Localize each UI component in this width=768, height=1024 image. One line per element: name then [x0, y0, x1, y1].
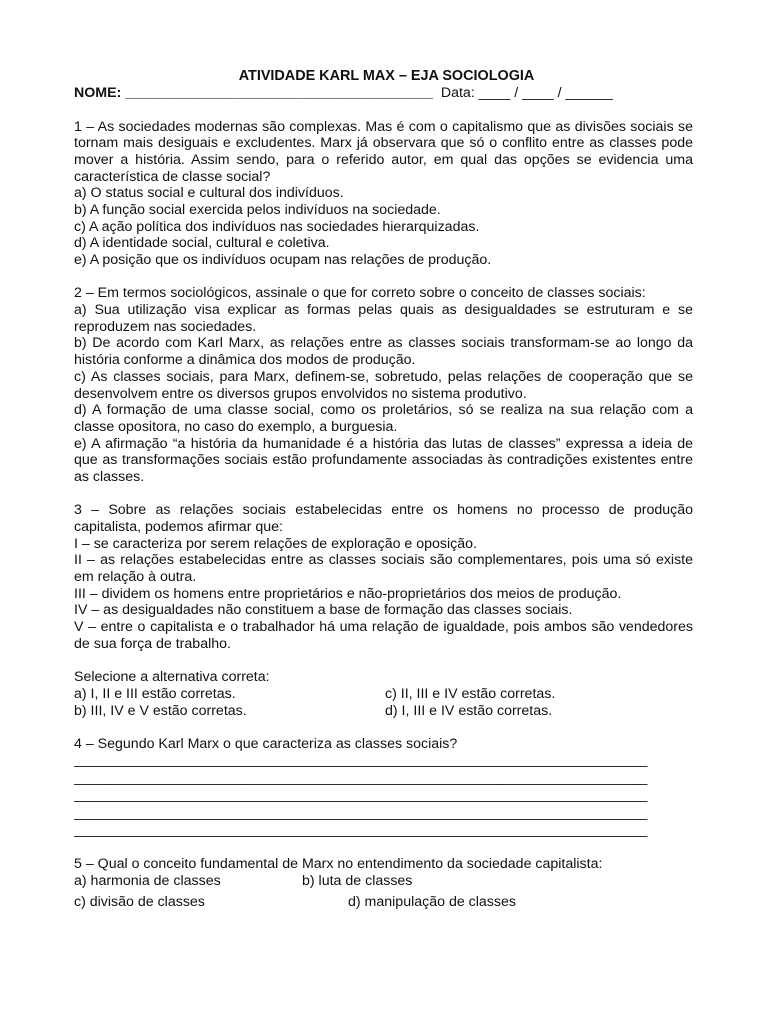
answer-line[interactable]: ____________________________________________________________________________ [74, 787, 648, 804]
question-1-option-a: a) O status social e cultural dos indivíduos. [74, 185, 344, 202]
question-3-option-c: c) II, III e IV estão corretas. [385, 685, 556, 702]
question-2 [74, 285, 693, 485]
name-date-line [74, 85, 693, 102]
question-1-option-d: d) A identidade social, cultural e coletiva. [74, 235, 330, 252]
name-field[interactable]: NOME: _______________________________________ [74, 85, 433, 101]
question-5-options-row-2 [74, 894, 693, 911]
question-1-option-c: c) A ação política dos indivíduos nas sociedades hierarquizadas. [74, 218, 480, 235]
question-2-option-d: d) A formação de uma classe social, como os proletários, só se realiza na sua relação com a classe opositora, no caso do exemplo, a burguesia. [74, 402, 693, 435]
question-5-option-a: a) harmonia de classes [74, 873, 221, 890]
question-5-option-d: d) manipulação de classes [348, 893, 516, 910]
question-3-item-i: I – se caracteriza por serem relações de exploração e oposição. [74, 535, 477, 552]
question-3-option-d: d) I, III e IV estão corretas. [385, 702, 553, 719]
question-2-option-c: c) As classes sociais, para Marx, definem-se, sobretudo, pelas relações de cooperação que se desenvolvem entre os diversos grupos envolvidos no sistema produtivo. [74, 368, 693, 402]
answer-line[interactable]: ____________________________________________________________________________ [74, 752, 648, 769]
date-field[interactable]: Data: ____ / ____ / ______ [440, 85, 613, 101]
question-2-option-e: e) A afirmação “a história da humanidade é a história das lutas de classes” expressa a ideia de que as transformações sociais estão profundamente associadas às contradições existentes entre as classes. [74, 435, 693, 486]
question-3-stem: 3 – Sobre as relações sociais estabelecidas entre os homens no processo de produção capitalista, podemos afirmar que: [74, 502, 693, 535]
question-2-stem: 2 – Em termos sociológicos, assinale o que for correto sobre o conceito de classes sociais: [74, 285, 646, 302]
question-1-stem: 1 – As sociedades modernas são complexas. Mas é com o capitalismo que as divisões sociais se tornam mais desiguais e excludentes. Marx já observara que só o conflito entre as classes pode mover a história. Assim sendo, para o referido autor, em qual das opções se evidencia uma característica de classe social? [74, 118, 693, 185]
question-3-options-row-1 [74, 686, 693, 703]
question-1 [74, 119, 693, 269]
question-2-option-a: a) Sua utilização visa explicar as formas pelas quais as desigualdades se estruturam e se reproduzem nas sociedades. [74, 302, 693, 335]
question-3-item-iv: IV – as desigualdades não constituem a base de formação das classes sociais. [74, 602, 573, 619]
question-4 [74, 736, 693, 840]
question-1-option-e: e) A posição que os indivíduos ocupam nas relações de produção. [74, 252, 492, 269]
question-2-option-b: b) De acordo com Karl Marx, as relações entre as classes sociais transformam-se ao longo da história conforme a dinâmica dos modos de produção. [74, 335, 693, 369]
question-5-stem: 5 – Qual o conceito fundamental de Marx no entendimento da sociedade capitalista: [74, 856, 603, 873]
question-3 [74, 502, 693, 719]
question-5-options-row-1 [74, 873, 693, 890]
question-5 [74, 856, 693, 910]
page-title: ATIVIDADE KARL MAX – EJA SOCIOLOGIA [238, 68, 535, 84]
answer-line[interactable]: ____________________________________________________________________________ [74, 822, 648, 839]
question-3-option-b: b) III, IV e V estão corretas. [74, 702, 247, 719]
question-1-option-b: b) A função social exercida pelos indivíduos na sociedade. [74, 202, 441, 219]
question-3-item-ii: II – as relações estabelecidas entre as classes sociais são complementares, pois uma só existe em relação à outra. [74, 552, 693, 586]
question-3-item-v: V – entre o capitalista e o trabalhador há uma relação de igualdade, pois ambos são vendedores de sua força de trabalho. [74, 619, 693, 652]
question-4-stem: 4 – Segundo Karl Marx o que caracteriza as classes sociais? [74, 735, 458, 752]
question-3-option-a: a) I, II e III estão corretas. [74, 685, 236, 702]
question-5-option-b: b) luta de classes [302, 873, 413, 890]
question-3-item-iii: III – dividem os homens entre proprietários e não-proprietários dos meios de produção. [74, 585, 622, 602]
question-5-option-c: c) divisão de classes [74, 893, 205, 910]
question-3-options-row-2 [74, 703, 693, 720]
answer-line[interactable]: ____________________________________________________________________________ [74, 804, 648, 821]
answer-line[interactable]: ____________________________________________________________________________ [74, 769, 648, 786]
question-3-selection [74, 669, 693, 719]
question-3-select-label: Selecione a alternativa correta: [74, 669, 270, 686]
